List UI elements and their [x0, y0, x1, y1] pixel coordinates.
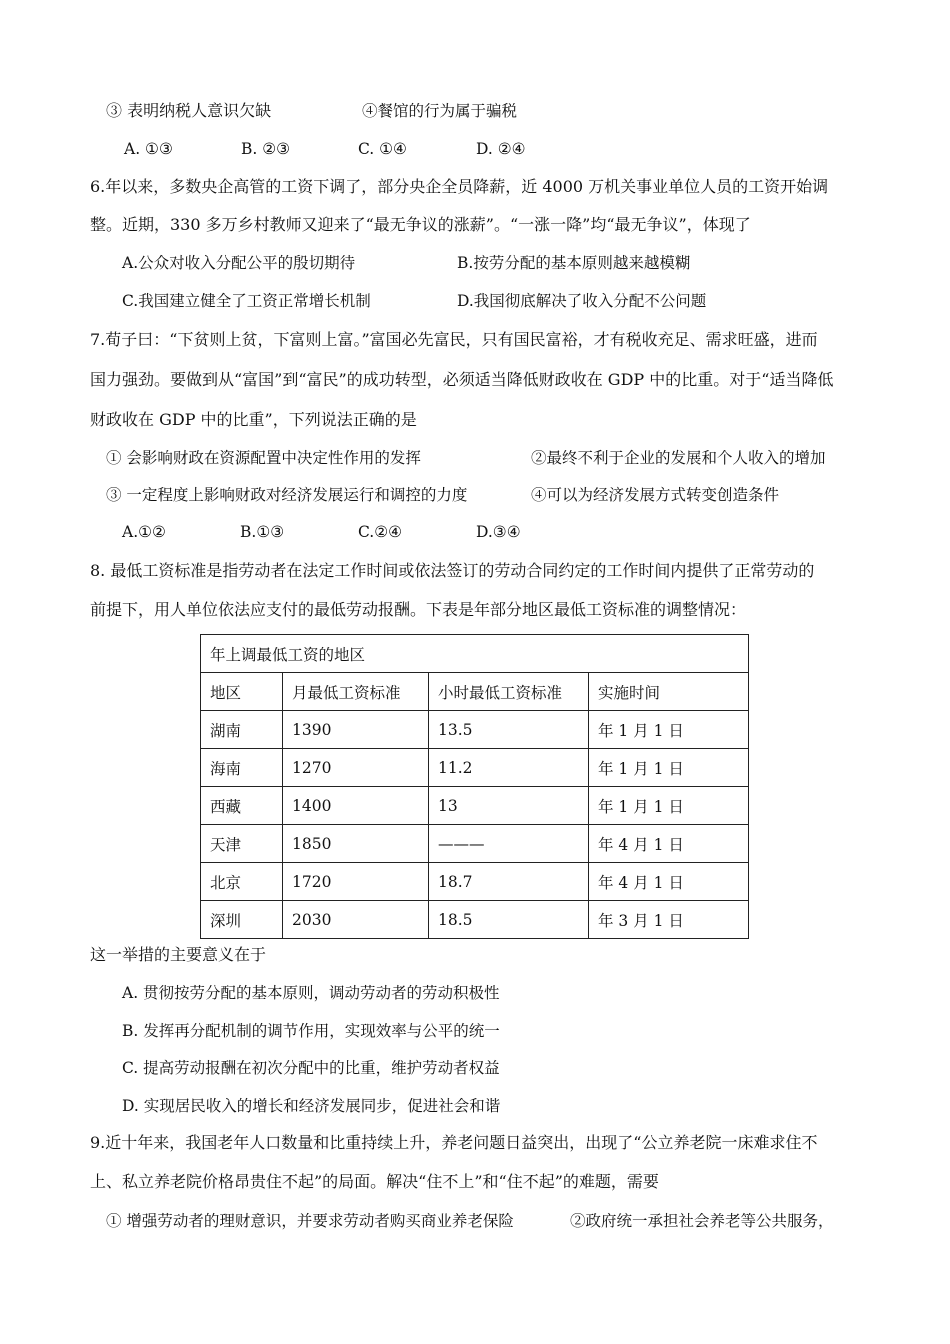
cell-hourly: 13.5 [429, 711, 589, 749]
cell-hourly: ——— [429, 825, 589, 863]
q7-option-d: D.③④ [476, 523, 521, 541]
minimum-wage-table [200, 634, 749, 939]
q5-item-3: ③ 表明纳税人意识欠缺 [106, 101, 272, 120]
q6-option-a: A.公众对收入分配公平的殷切期待 [122, 254, 356, 272]
q9-item-1: ① 增强劳动者的理财意识，并要求劳动者购买商业养老保险 [106, 1212, 514, 1230]
q9-stem-line-2: 上、私立养老院价格昂贵住不起”的局面。解决“住不上”和“住不起”的难题，需要 [90, 1172, 659, 1191]
cell-monthly: 1400 [283, 787, 429, 825]
header-monthly: 月最低工资标准 [283, 673, 429, 711]
header-hourly: 小时最低工资标准 [429, 673, 589, 711]
cell-hourly: 18.7 [429, 863, 589, 901]
cell-date: 年 4 月 1 日 [589, 863, 749, 901]
q8-option-b: B. 发挥再分配机制的调节作用，实现效率与公平的统一 [122, 1022, 500, 1040]
header-region: 地区 [201, 673, 283, 711]
q6-stem-line-1: 6.年以来，多数央企高管的工资下调了，部分央企全员降薪，近 4000 万机关事业单位人员的工资开始调 [90, 177, 829, 196]
q6-stem-line-2: 整。近期，330 多万乡村教师又迎来了“最无争议的涨薪”。“一涨一降”均“最无争议”，体现了 [90, 215, 751, 234]
cell-date: 年 1 月 1 日 [589, 711, 749, 749]
q7-stem-line-2: 国力强劲。要做到从“富国”到“富民”的成功转型，必须适当降低财政收在 GDP 中的比重。对于“适当降低 [90, 370, 834, 389]
table-row [201, 711, 749, 749]
table-row [201, 749, 749, 787]
cell-region: 湖南 [201, 711, 283, 749]
header-effective-date: 实施时间 [589, 673, 749, 711]
cell-hourly: 11.2 [429, 749, 589, 787]
q7-option-b: B.①③ [240, 523, 285, 541]
q7-option-a: A.①② [122, 523, 166, 541]
cell-hourly: 13 [429, 787, 589, 825]
cell-monthly: 1850 [283, 825, 429, 863]
cell-region: 西藏 [201, 787, 283, 825]
q6-option-b: B.按劳分配的基本原则越来越模糊 [457, 254, 691, 272]
table-row [201, 787, 749, 825]
cell-region: 海南 [201, 749, 283, 787]
q8-stem-line-1: 8. 最低工资标准是指劳动者在法定工作时间或依法签订的劳动合同约定的工作时间内提供了正常劳动的 [90, 561, 815, 580]
table-row [201, 825, 749, 863]
table-caption-row [201, 635, 749, 673]
q7-option-c: C.②④ [358, 523, 403, 541]
q6-option-c: C.我国建立健全了工资正常增长机制 [122, 292, 371, 310]
table-row [201, 863, 749, 901]
q8-stem-line-2: 前提下，用人单位依法应支付的最低劳动报酬。下表是年部分地区最低工资标准的调整情况： [90, 600, 747, 619]
q5-option-d: D. ②④ [476, 140, 526, 158]
q7-stem-line-1: 7.荀子曰：“下贫则上贫，下富则上富。”富国必先富民，只有国民富裕，才有税收充足、需求旺盛，进而 [90, 330, 818, 349]
table-row [201, 901, 749, 939]
q5-option-c: C. ①④ [358, 140, 407, 158]
q5-item-4: ④餐馆的行为属于骗税 [362, 102, 518, 120]
cell-region: 天津 [201, 825, 283, 863]
cell-region: 北京 [201, 863, 283, 901]
q7-item-3: ③ 一定程度上影响财政对经济发展运行和调控的力度 [106, 486, 468, 504]
q5-option-a: A. ①③ [124, 140, 173, 158]
cell-monthly: 1390 [283, 711, 429, 749]
cell-monthly: 2030 [283, 901, 429, 939]
cell-date: 年 1 月 1 日 [589, 787, 749, 825]
table-header-row [201, 673, 749, 711]
q9-item-2: ②政府统一承担社会养老等公共服务， [570, 1212, 834, 1230]
cell-date: 年 1 月 1 日 [589, 749, 749, 787]
q8-option-d: D. 实现居民收入的增长和经济发展同步，促进社会和谐 [122, 1097, 501, 1115]
cell-date: 年 4 月 1 日 [589, 825, 749, 863]
q5-option-b: B. ②③ [241, 140, 291, 158]
table-caption: 年上调最低工资的地区 [201, 635, 749, 673]
cell-monthly: 1270 [283, 749, 429, 787]
q6-option-d: D.我国彻底解决了收入分配不公问题 [457, 292, 707, 310]
q7-item-2: ②最终不利于企业的发展和个人收入的增加 [531, 449, 826, 467]
cell-date: 年 3 月 1 日 [589, 901, 749, 939]
cell-hourly: 18.5 [429, 901, 589, 939]
cell-monthly: 1720 [283, 863, 429, 901]
q7-stem-line-3: 财政收在 GDP 中的比重”，下列说法正确的是 [90, 410, 417, 429]
q8-option-a: A. 贯彻按劳分配的基本原则，调动劳动者的劳动积极性 [122, 984, 500, 1002]
q8-after-table: 这一举措的主要意义在于 [90, 945, 267, 964]
q7-item-4: ④可以为经济发展方式转变创造条件 [531, 486, 780, 504]
q7-item-1: ① 会影响财政在资源配置中决定性作用的发挥 [106, 449, 421, 467]
q9-stem-line-1: 9.近十年来，我国老年人口数量和比重持续上升，养老问题日益突出，出现了“公立养老院一床难求住不 [90, 1133, 818, 1152]
q8-option-c: C. 提高劳动报酬在初次分配中的比重，维护劳动者权益 [122, 1059, 500, 1077]
cell-region: 深圳 [201, 901, 283, 939]
